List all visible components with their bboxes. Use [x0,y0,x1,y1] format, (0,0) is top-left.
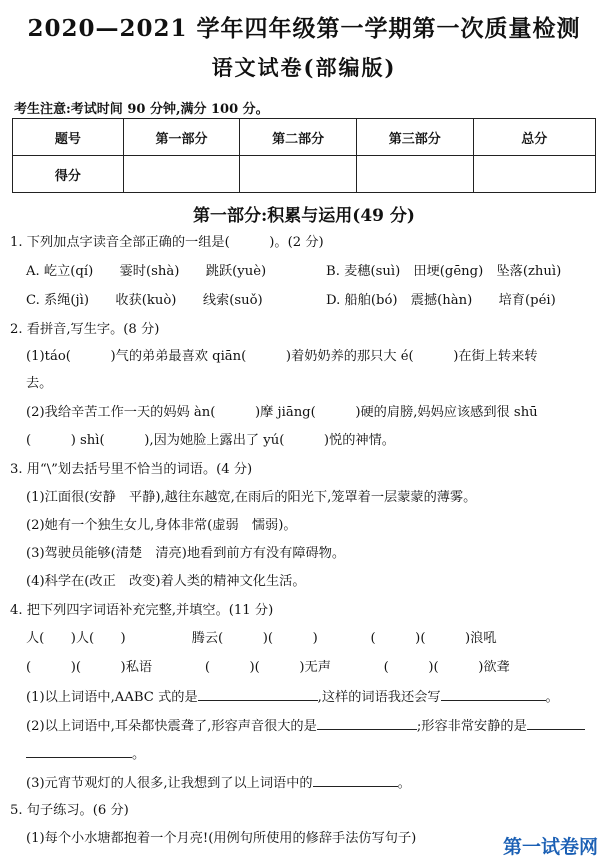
question-4-word-row: 人( )人( ) 腾云( )( ) ( )( )浪吼 [26,631,497,646]
section-title: 第一部分:积累与运用(49 分) [193,206,415,226]
question-3-line: (1)江面很(安静 平静),越往东越宽,在雨后的阳光下,笼罩着一层蒙蒙的薄雾。 [26,490,477,505]
score-cell[interactable] [240,156,357,193]
score-table-score-row [13,156,596,193]
question-3-line: (2)她有一个独生女儿,身体非常(虚弱 懦弱)。 [26,518,297,533]
question-1-stem: 1. 下列加点字读音全部正确的一组是( )。(2 分) [10,235,324,250]
question-3-stem: 3. 用“\”划去括号里不恰当的词语。(4 分) [10,462,253,477]
score-header-cell: 总分 [473,119,595,156]
question-4-sub-1-text: (1)以上词语中,AABC 式的是 [26,690,198,705]
score-cell[interactable] [473,156,595,193]
exam-title: 2020—2021 学年四年级第一学期第一次质量检测 [27,15,581,42]
question-4-sub-1-text: 。 [545,690,559,705]
answer-blank[interactable] [441,686,546,701]
question-1-option-c: C. 系绳(jì) 收获(kuò) 线索(suǒ) [26,293,263,308]
question-2-stem: 2. 看拼音,写生字。(8 分) [10,322,160,337]
question-4-sub-3-text: (3)元宵节观灯的人很多,让我想到了以上词语中的 [26,776,313,791]
score-row-label: 得分 [13,156,124,193]
question-4-sub-1-text: ,这样的词语我还会写 [317,690,441,705]
answer-blank[interactable] [527,715,585,730]
question-3-line: (4)科学在(改正 改变)着人类的精神文化生活。 [26,574,306,589]
exam-subtitle: 语文试卷(部编版) [211,55,397,80]
exam-notice: 考生注意:考试时间 90 分钟,满分 100 分。 [14,102,269,117]
question-4-sub-2-text: ;形容非常安静的是 [416,719,527,734]
question-5-stem: 5. 句子练习。(6 分) [10,803,129,818]
question-1-option-b: B. 麦穗(suì) 田埂(gēng) 坠落(zhuì) [326,264,562,279]
question-4-sub-2-continued [26,743,145,765]
question-2-line: 去。 [26,376,53,391]
question-4-word-row: ( )( )私语 ( )( )无声 ( )( )欲聋 [26,660,510,675]
question-4-sub-2 [26,715,585,737]
score-cell[interactable] [123,156,240,193]
answer-blank[interactable] [317,715,417,730]
question-4-sub-2-text: (2)以上词语中,耳朵都快震聋了,形容声音很大的是 [26,719,317,734]
question-3-line: (3)驾驶员能够(清楚 清亮)地看到前方有没有障碍物。 [26,546,346,561]
score-table [12,118,596,193]
question-2-line: ( ) shì( ),因为她脸上露出了 yú( )悦的神情。 [26,433,395,448]
site-watermark: 第一试卷网 [502,836,598,858]
score-table-header-row [13,119,596,156]
question-5-line: (1)每个小水塘都抱着一个月亮!(用例句所使用的修辞手法仿写句子) [26,831,417,846]
score-header-cell: 题号 [13,119,124,156]
question-2-line: (2)我给辛苦工作一天的妈妈 àn( )摩 jiāng( )硬的肩膀,妈妈应该感到很 shū [26,405,538,420]
answer-blank[interactable] [198,686,318,701]
score-header-cell: 第三部分 [356,119,473,156]
answer-blank[interactable] [26,743,132,758]
score-header-cell: 第一部分 [123,119,240,156]
question-1-option-d: D. 船舶(bó) 震撼(hàn) 培育(péi) [326,293,556,308]
question-4-stem: 4. 把下列四字词语补充完整,并填空。(11 分) [10,603,274,618]
score-header-cell: 第二部分 [240,119,357,156]
question-4-sub-3 [26,772,411,794]
question-4-sub-3-text: 。 [397,776,411,791]
question-4-sub-1 [26,686,559,708]
score-cell[interactable] [356,156,473,193]
question-1-option-a: A. 屹立(qí) 霎时(shà) 跳跃(yuè) [26,264,267,279]
question-4-sub-2-text: 。 [132,747,146,762]
answer-blank[interactable] [313,772,398,787]
question-2-line: (1)táo( )气的弟弟最喜欢 qiān( )着奶奶养的那只大 é( )在街上转来转 [26,349,538,364]
